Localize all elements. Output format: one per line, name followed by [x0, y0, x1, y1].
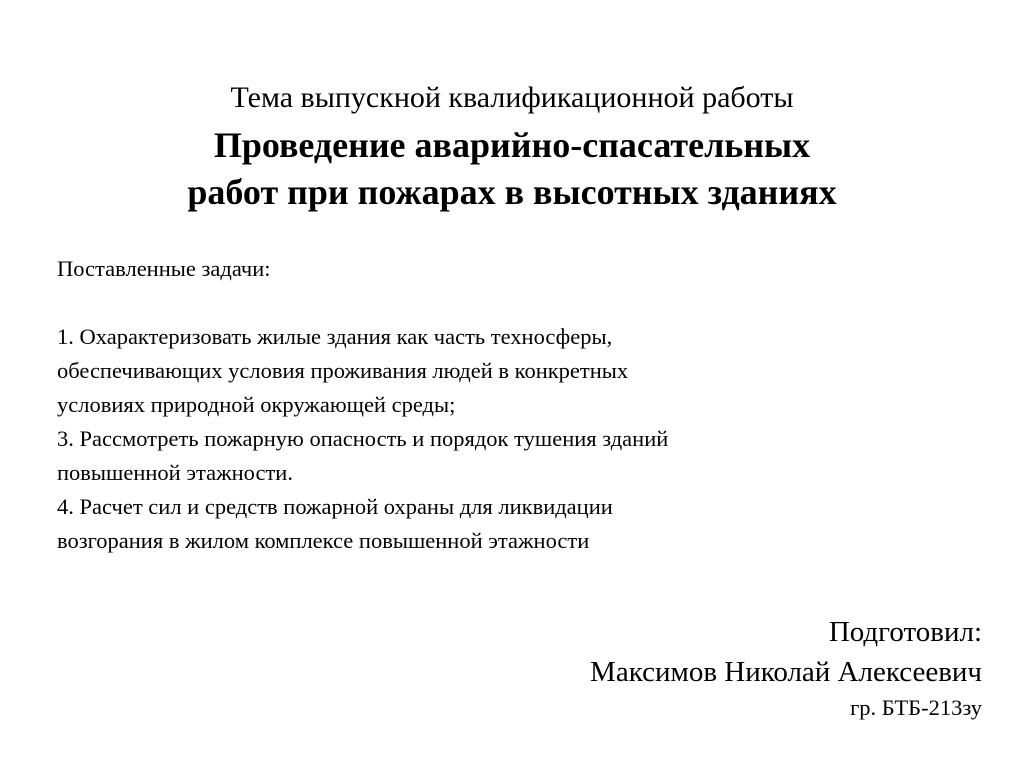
tasks-spacer	[57, 286, 957, 320]
author-name: Максимов Николай Алексеевич	[590, 656, 982, 688]
author-label: Подготовил:	[828, 616, 982, 648]
task-line: 4. Расчет сил и средств пожарной охраны для ликвидации	[57, 494, 613, 519]
theme-title-line: работ при пожарах в высотных зданиях	[187, 172, 837, 212]
theme-title	[0, 122, 1024, 216]
author-block	[590, 612, 982, 724]
task-line: повышенной этажности.	[57, 460, 293, 485]
task-line: возгорания в жилом комплексе повышенной этажности	[57, 528, 590, 553]
task-line: 1. Охарактеризовать жилые здания как часть техносферы,	[57, 324, 613, 349]
task-line: 3. Рассмотреть пожарную опасность и порядок тушения зданий	[57, 426, 669, 451]
author-group: гр. БТБ-213зу	[850, 695, 982, 720]
theme-title-line: Проведение аварийно-спасательных	[213, 125, 811, 165]
theme-heading: Тема выпускной квалификационной работы	[230, 81, 794, 114]
task-line: обеспечивающих условия проживания людей в конкретных	[57, 358, 629, 383]
tasks-label: Поставленные задачи:	[57, 256, 271, 281]
task-line: условиях природной окружающей среды;	[57, 392, 456, 417]
tasks-section	[57, 252, 957, 558]
